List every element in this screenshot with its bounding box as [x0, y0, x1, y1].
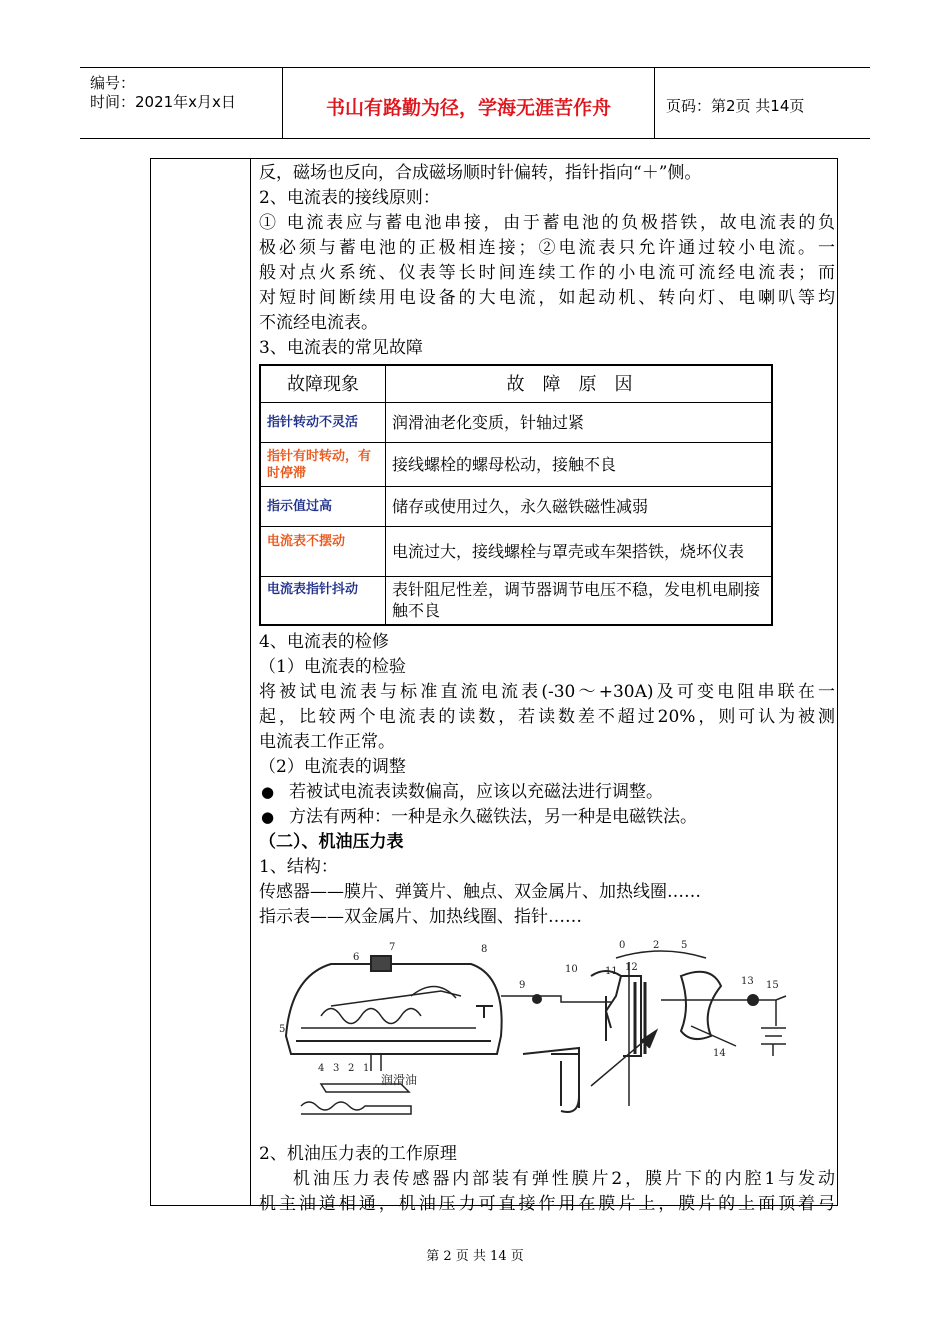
heading-common-faults: 3、电流表的常见故障 — [259, 338, 423, 358]
table-row — [260, 443, 772, 487]
heading-wiring-principle: 2、电流表的接线原则： — [259, 188, 440, 208]
column-header-symptom: 故障现象 — [260, 365, 386, 403]
content-frame — [150, 158, 838, 1214]
heading-inspection: （1）电流表的检验 — [259, 656, 406, 677]
text-line: 电流表工作正常。 — [259, 731, 395, 752]
diagram-label: 4 — [318, 1062, 325, 1074]
content-body — [259, 161, 835, 1217]
header-page-code: 页码：第2页 共14页 — [666, 96, 805, 115]
fault-symptom: 电流表不摆动 — [260, 527, 386, 577]
header-motto: 书山有路勤为径，学海无涯苦作舟 — [283, 68, 655, 138]
table-row — [260, 577, 772, 625]
page-header — [80, 67, 870, 139]
page-footer: 第 2 页 共 14 页 — [426, 1249, 524, 1264]
structure-indicator: 指示表——双金属片、加热线圈、指针…… — [259, 906, 582, 927]
paragraph-wiring — [259, 211, 835, 336]
paragraph-inspection — [259, 680, 835, 755]
text-line: ① 电流表应与蓄电池串接，由于蓄电池的负极搭铁，故电流表的负 — [259, 213, 835, 233]
table-row — [260, 487, 772, 527]
structure-sensor: 传感器——膜片、弹簧片、触点、双金属片、加热线圈…… — [259, 881, 701, 902]
oil-pressure-gauge-diagram — [261, 936, 831, 1136]
diagram-scale-label: 0 — [619, 939, 626, 951]
heading-structure: 1、结构： — [259, 856, 338, 877]
diagram-label: 6 — [353, 951, 360, 963]
fault-cause: 表针阻尼性差，调节器调节电压不稳，发电机电刷接触不良 — [386, 577, 773, 625]
heading-adjustment: （2）电流表的调整 — [259, 756, 406, 777]
text-line: 不流经电流表。 — [259, 313, 378, 333]
table-header-row — [260, 365, 772, 403]
fault-cause: 电流过大，接线螺栓与罩壳或车架搭铁，烧坏仪表 — [386, 527, 773, 577]
serial-label: 编号： — [90, 74, 136, 92]
text-line: 将被试电流表与标准直流电流表(-30～+30A)及可变电阻串联在一 — [259, 681, 835, 702]
column-header-cause: 故障原因 — [386, 365, 773, 403]
diagram-label: 14 — [713, 1047, 726, 1059]
text-line: 对短时间断续用电设备的大电流，如起动机、转向灯、电喇叭等均 — [259, 288, 835, 308]
fault-table — [259, 364, 773, 626]
column-divider — [250, 159, 251, 1205]
fault-cause: 接线螺栓的螺母松动，接触不良 — [386, 443, 773, 487]
fault-cause: 储存或使用过久，永久磁铁磁性减弱 — [386, 487, 773, 527]
text-line: 机油压力表传感器内部装有弹性膜片2，膜片下的内腔1与发动 — [293, 1168, 835, 1189]
diagram-label: 13 — [741, 975, 754, 987]
header-meta-cell — [80, 68, 283, 138]
diagram-label: 9 — [519, 979, 526, 991]
diagram-label: 3 — [333, 1062, 340, 1074]
section-heading-oil-pressure: （二）、机油压力表 — [259, 831, 404, 852]
diagram-oil-label: 润滑油 — [381, 1072, 418, 1087]
date-label: 时间：2021年x月x日 — [90, 93, 236, 111]
paragraph-continuation: 反，磁场也反向，合成磁场顺时针偏转，指针指向“＋”侧。 — [259, 163, 702, 183]
diagram-label: 7 — [389, 941, 396, 953]
diagram-scale-label: 2 — [653, 939, 660, 951]
diagram-label: 10 — [565, 963, 578, 975]
diagram-label: 2 — [348, 1062, 355, 1074]
diagram-label: 12 — [625, 961, 638, 973]
fault-cause: 润滑油老化变质，针轴过紧 — [386, 403, 773, 443]
text-line: 般对点火系统、仪表等长时间连续工作的小电流可流经电流表；而 — [259, 263, 835, 283]
paragraph-working-principle — [259, 1167, 835, 1217]
text-line: 机主油道相通，机油压力可直接作用在膜片上，膜片的上面顶着弓 — [259, 1193, 835, 1214]
fault-symptom: 指示值过高 — [260, 487, 386, 527]
text-line: 极必须与蓄电池的正极相连接；②电流表只允许通过较小电流。一 — [259, 238, 835, 258]
diagram-scale-label: 5 — [681, 939, 688, 951]
bullet-item: ● 若被试电流表读数偏高，应该以充磁法进行调整。 — [259, 780, 835, 805]
fault-symptom: 电流表指针抖动 — [260, 577, 386, 625]
table-row — [260, 527, 772, 577]
diagram-label: 11 — [605, 965, 618, 977]
diagram-label: 5 — [279, 1023, 286, 1035]
fault-symptom: 指针转动不灵活 — [260, 403, 386, 443]
diagram-label: 15 — [766, 979, 779, 991]
bullet-item: ● 方法有两种：一种是永久磁铁法，另一种是电磁铁法。 — [259, 805, 835, 830]
heading-working-principle: 2、机油压力表的工作原理 — [259, 1143, 457, 1164]
table-row — [260, 403, 772, 443]
diagram-label: 1 — [363, 1062, 370, 1074]
heading-repair: 4、电流表的检修 — [259, 631, 389, 652]
fault-symptom: 指针有时转动，有时停滞 — [260, 443, 386, 487]
diagram-label: 8 — [481, 943, 488, 955]
text-line: 起，比较两个电流表的读数，若读数差不超过20%，则可认为被测 — [259, 706, 835, 727]
